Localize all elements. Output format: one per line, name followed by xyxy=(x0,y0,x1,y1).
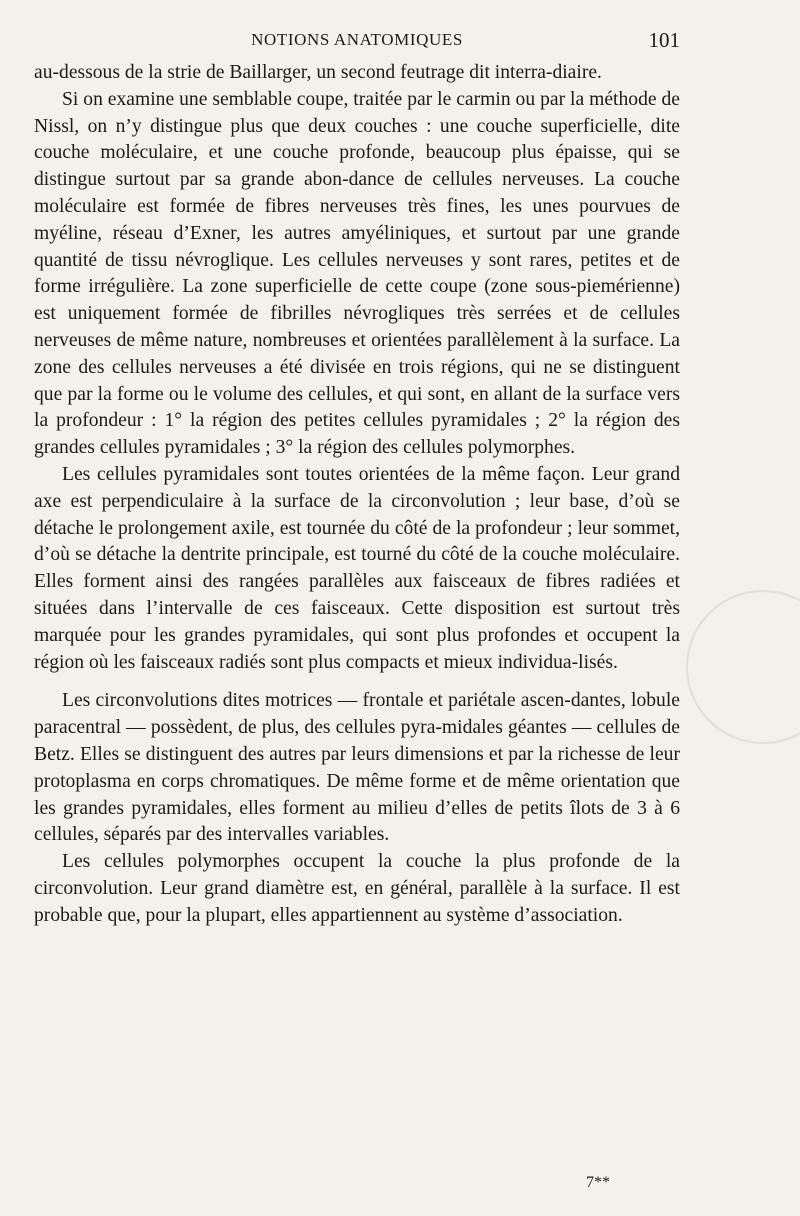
paragraph-pyramidal-cells: Les cellules pyramidales sont toutes orientées de la même façon. Leur grand axe est perpendiculaire à la surface de la circonvolution ; leur base, d’où se détache le prolongement axile, est tournée du côté de la profondeur ; leur sommet, d’où se détache la dentrite principale, est tourné du côté de la couche moléculaire. Elles forment ainsi des rangées parallèles aux faisceaux de fibres radiées et situées dans l’intervalle de ces faisceaux. Cette disposition est surtout très marquée pour les grandes pyramidales, qui sont plus profondes et occupent la région où les faisceaux radiés sont plus compacts et mieux individua-lisés. xyxy=(34,463,680,673)
paragraph-polymorphic-cells: Les cellules polymorphes occupent la couche la plus profonde de la circonvolution. Leur grand diamètre est, en général, parallèle à la surface. Il est probable que, pour la plupart, elles appartiennent au système d’association. xyxy=(34,851,680,926)
paragraph-motor-convolutions: Les circonvolutions dites motrices — frontale et pariétale ascen-dantes, lobule paracentral — possèdent, de plus, des cellules pyra-midales géantes — cellules de Betz. Elles se distinguent des autres par leurs dimensions et par la richesse de leur protoplasma en corps chromatiques. De même forme et de même orientation que les grandes pyramidales, elles forment au milieu d’elles de petits îlots de 3 à 6 cellules, séparés par des intervalles variables. xyxy=(34,690,680,846)
paragraph-layers: Si on examine une semblable coupe, traitée par le carmin ou par la méthode de Nissl, on n’y distingue plus que deux couches : une couche superficielle, dite couche moléculaire, et une couche profonde, beaucoup plus épaisse, qui se distingue surtout par sa grande abon-dance de cellules nerveuses. La couche moléculaire est formée de fibres nerveuses très fines, les unes pourvues de myéline, réseau d’Exner, les autres amyéliniques, et surtout par une grande quantité de tissu névroglique. Les cellules nerveuses y sont rares, petites et de forme irrégulière. La zone superficielle de cette coupe (zone sous-piemérienne) est uniquement formée de fibrilles névrogliques très serrées et de cellules nerveuses de même nature, nombreuses et orientées parallèlement à la surface. La zone des cellules nerveuses a été divisée en trois régions, qui ne se distinguent que par la forme ou le volume des cellules, et qui sont, en allant de la surface vers la profondeur : 1° la région des petites cellules pyramidales ; 2° la région des grandes cellules pyramidales ; 3° la région des cellules polymorphes. xyxy=(34,88,680,459)
signature-mark: 7** xyxy=(586,1174,610,1191)
paragraph-continuation: au-dessous de la strie de Baillarger, un second feutrage dit interra-diaire. xyxy=(34,62,602,83)
page-number: 101 xyxy=(648,28,680,52)
library-stamp xyxy=(686,590,800,744)
running-head xyxy=(34,28,680,52)
body-text xyxy=(34,60,680,930)
running-title: NOTIONS ANATOMIQUES xyxy=(251,30,463,49)
